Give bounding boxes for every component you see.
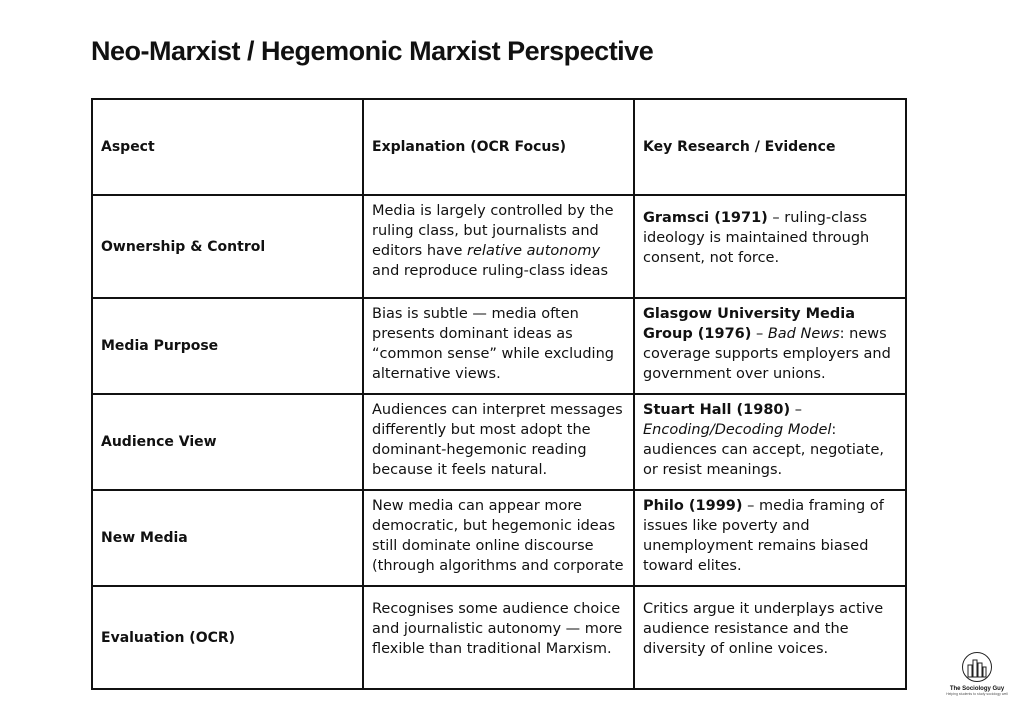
table-row [92,195,906,298]
row-explanation: Media is largely controlled by the ruling class, but journalists and editors have relative autonomy and reproduce ruling-class ideas [363,195,634,298]
row-evidence: Stuart Hall (1980) – Encoding/Decoding Model: audiences can accept, negotiate, or resist meanings. [634,394,906,490]
row-evidence: Gramsci (1971) – ruling-class ideology is maintained through consent, not force. [634,195,906,298]
table-header-row [92,99,906,195]
row-aspect: Media Purpose [92,298,363,394]
row-explanation: New media can appear more democratic, but hegemonic ideas still dominate online discourse (through algorithms and corporate [363,490,634,586]
table-row [92,586,906,689]
row-aspect: Audience View [92,394,363,490]
row-aspect: Ownership & Control [92,195,363,298]
header-evidence: Key Research / Evidence [634,99,906,195]
header-aspect: Aspect [92,99,363,195]
table-row [92,490,906,586]
row-evidence: Philo (1999) – media framing of issues like poverty and unemployment remains biased toward elites. [634,490,906,586]
sociology-guy-logo [946,652,1008,712]
logo-tagline: Helping students to study sociology well [946,692,1008,696]
table-row [92,298,906,394]
city-buildings-icon [962,652,992,682]
row-aspect: New Media [92,490,363,586]
row-evidence: Critics argue it underplays active audience resistance and the diversity of online voices. [634,586,906,689]
header-explanation: Explanation (OCR Focus) [363,99,634,195]
perspective-table [91,98,907,690]
page-title: Neo-Marxist / Hegemonic Marxist Perspective [91,36,654,66]
row-explanation: Audiences can interpret messages differently but most adopt the dominant-hegemonic reading because it feels natural. [363,394,634,490]
row-explanation: Bias is subtle — media often presents dominant ideas as “common sense” while excluding alternative views. [363,298,634,394]
logo-name: The Sociology Guy [949,686,1005,692]
table-row [92,394,906,490]
row-explanation: Recognises some audience choice and journalistic autonomy — more flexible than traditional Marxism. [363,586,634,689]
row-evidence: Glasgow University Media Group (1976) – Bad News: news coverage supports employers and government over unions. [634,298,906,394]
row-aspect: Evaluation (OCR) [92,586,363,689]
